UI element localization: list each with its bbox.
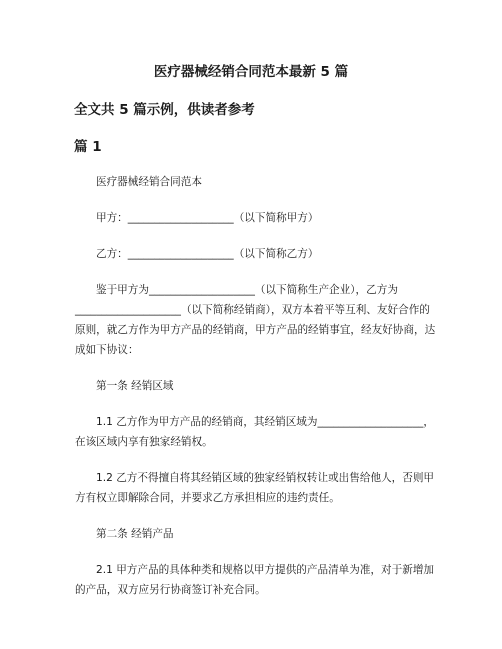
clause-1-1: 1.1 乙方作为甲方产品的经销商，其经销区域为____________________，在该区域内享有独家经销权。 — [75, 416, 435, 448]
document-body — [75, 172, 437, 616]
clause-2-1: 2.1 甲方产品的具体种类和规格以甲方提供的产品清单为准，对于新增加的产品，双方应另行协商签订补充合同。 — [75, 564, 435, 596]
document-title: 医疗器械经销合同范本最新 5 篇 — [153, 64, 349, 80]
party-b-line: 乙方：____________________（以下简称乙方） — [96, 248, 319, 260]
article-2-heading: 第二条 经销产品 — [96, 528, 174, 540]
preamble-paragraph: 鉴于甲方为____________________（以下简称生产企业），乙方为____________________（以下简称经销商），双方本着平等互利、友好合作的原则，就乙方作为甲方产品的经销商，甲方产品的经销事宜，经友好协商，达成如下协议： — [75, 284, 436, 356]
part-heading: 篇 1 — [74, 139, 102, 155]
party-a-line: 甲方：____________________（以下简称甲方） — [96, 212, 319, 224]
article-1-heading: 第一条 经销区域 — [96, 380, 174, 392]
document-summary: 全文共 5 篇示例，供读者参考 — [74, 102, 255, 118]
contract-title: 医疗器械经销合同范本 — [96, 176, 202, 188]
clause-1-2: 1.2 乙方不得擅自将其经销区域的独家经销权转让或出售给他人，否则甲方有权立即解除合同，并要求乙方承担相应的违约责任。 — [75, 472, 435, 504]
